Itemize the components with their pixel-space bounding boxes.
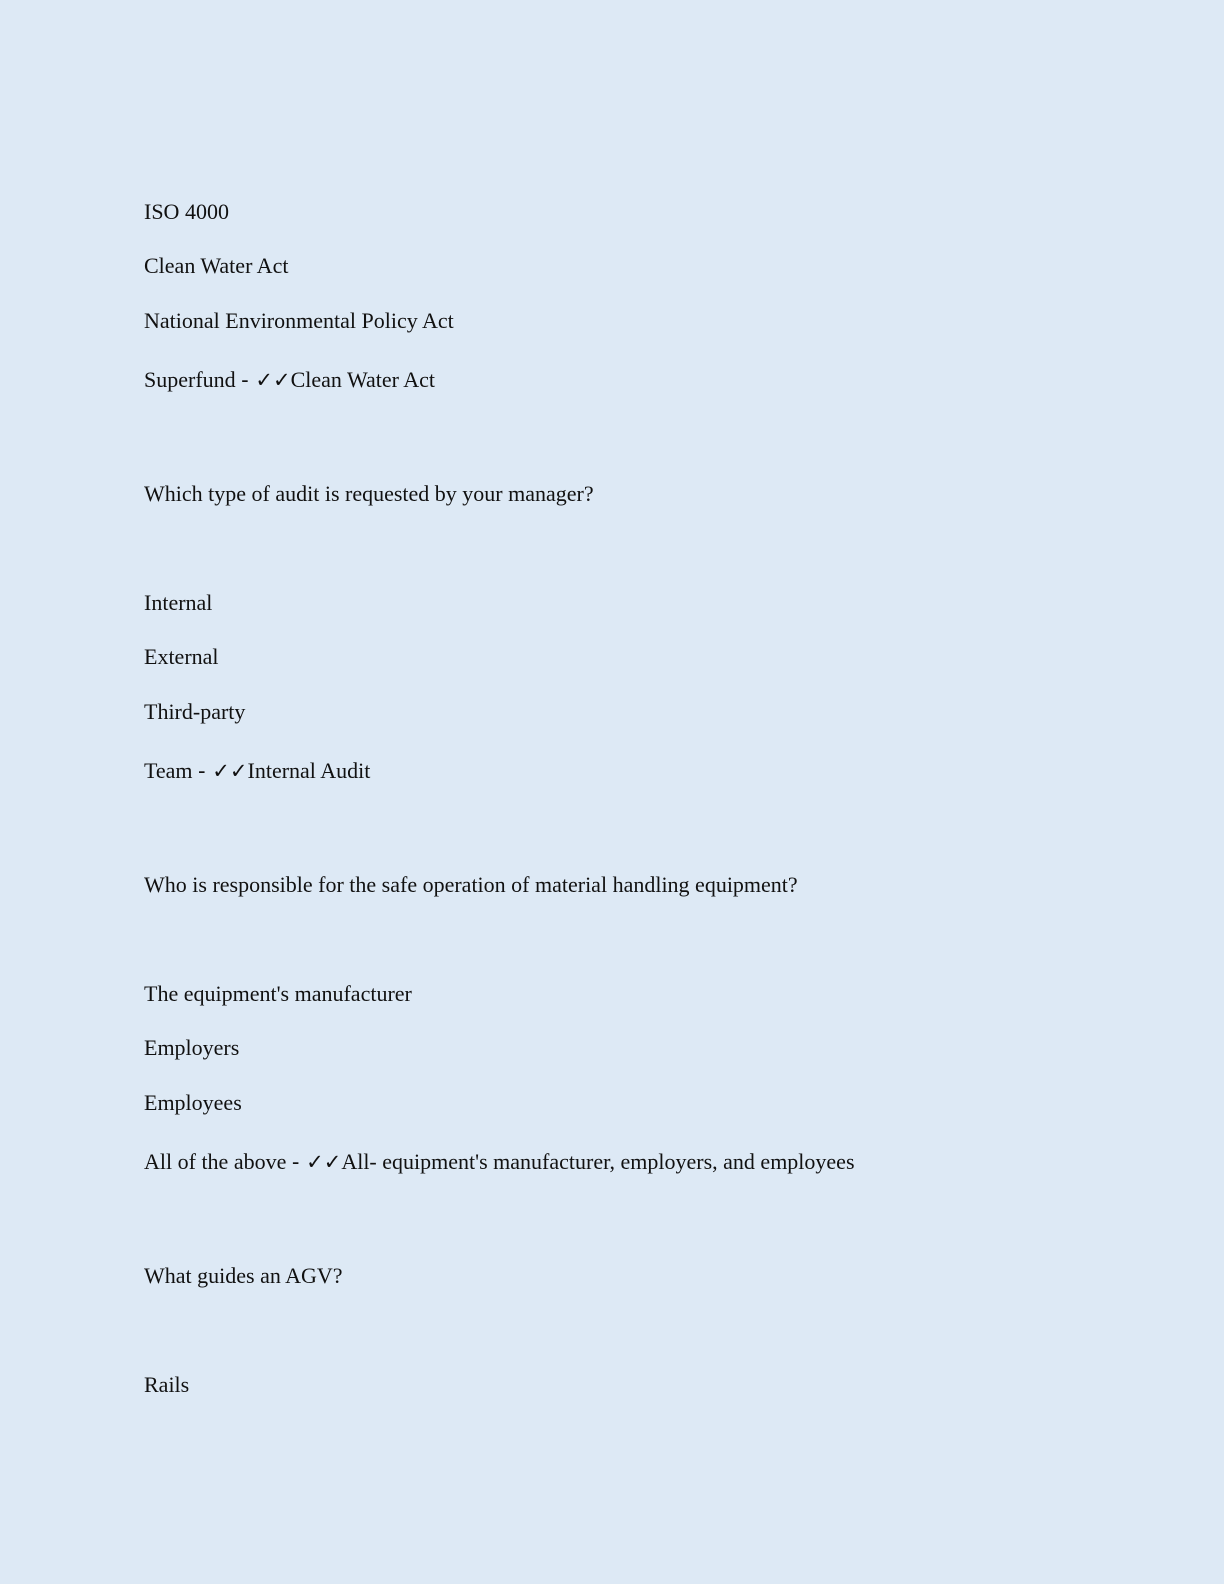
question-text: What guides an AGV? (144, 1263, 343, 1288)
option-text: Third-party (144, 699, 246, 724)
answer-check-icon: - ✓✓ (291, 1150, 342, 1174)
option-text: Rails (144, 1372, 190, 1397)
option-text: The equipment's manufacturer (144, 981, 412, 1006)
option-with-answer (144, 366, 435, 394)
answer-check-icon: - ✓✓ (198, 759, 248, 783)
question-text: Who is responsible for the safe operation of material handling equipment? (144, 872, 798, 897)
question-text: Which type of audit is requested by your manager? (144, 481, 594, 506)
option-text: Clean Water Act (144, 253, 289, 278)
answer-text: Clean Water Act (290, 367, 436, 392)
option-text: Superfund (144, 367, 236, 392)
option-text: Employers (144, 1035, 240, 1060)
answer-check-icon: - ✓✓ (241, 368, 291, 392)
option-text: All of the above (144, 1149, 287, 1174)
answer-text: All- equipment's manufacturer, employers, and employees (341, 1149, 855, 1174)
option-text: External (144, 644, 219, 669)
answer-text: Internal Audit (247, 758, 371, 783)
option-text: Internal (144, 590, 213, 615)
option-text: National Environmental Policy Act (144, 308, 454, 333)
option-text: Employees (144, 1090, 242, 1115)
option-with-answer (144, 757, 370, 785)
option-text: ISO 4000 (144, 199, 229, 224)
option-with-answer (144, 1148, 855, 1176)
option-text: Team (144, 758, 193, 783)
